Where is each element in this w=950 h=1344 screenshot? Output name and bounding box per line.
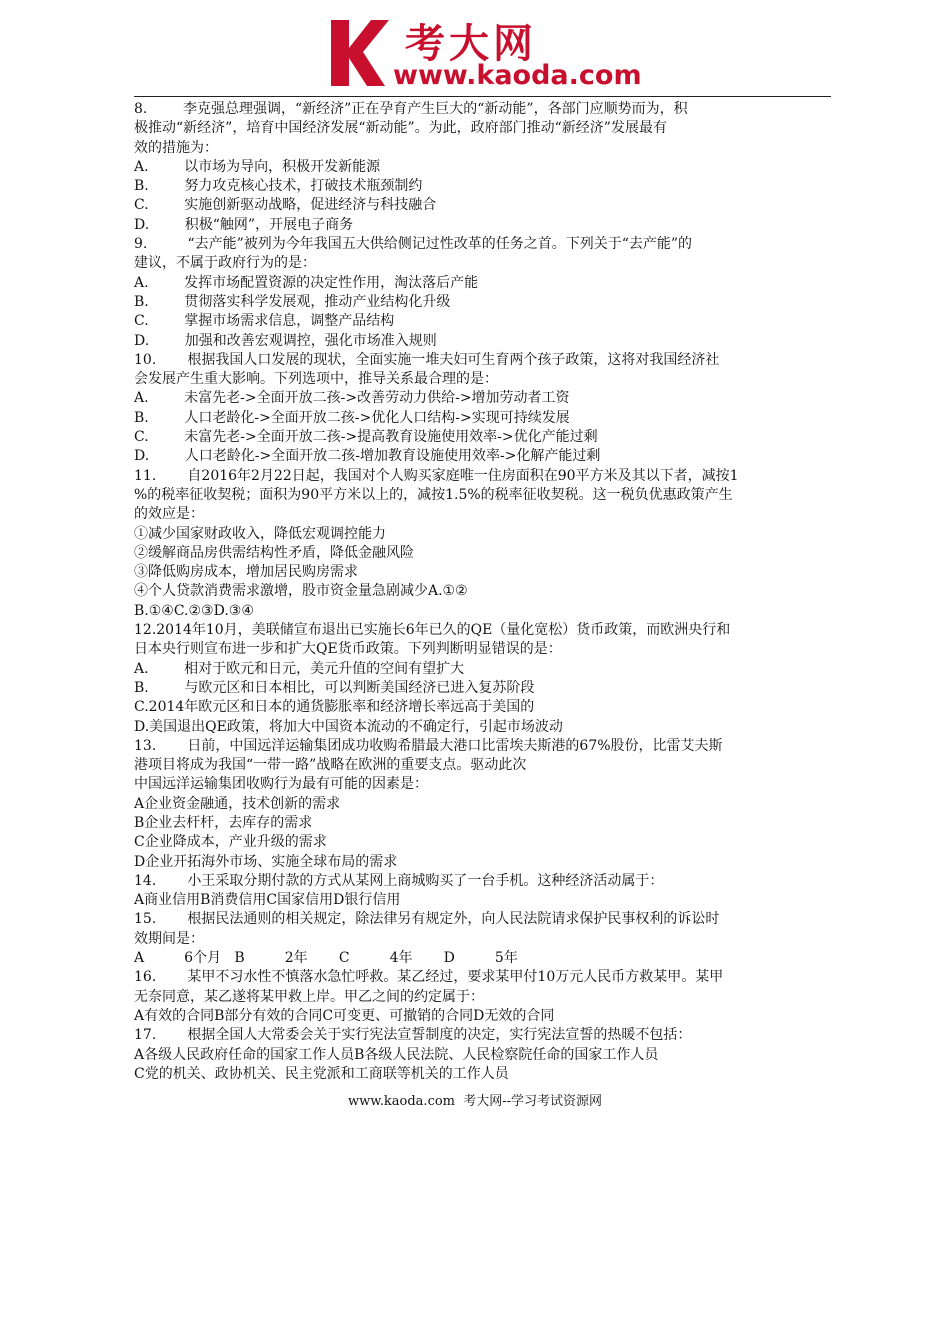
text-line: 建议，不属于政府行为的是： [134, 255, 316, 272]
text-line: C. 未富先老->全面开放二孩->提高教育设施使用效率->优化产能过剩 [134, 429, 598, 446]
header-rule [134, 96, 831, 97]
text-line: ④个人贷款消费需求激增，股市资金量急剧减少A.①② [134, 583, 468, 600]
text-line: C. 掌握市场需求信息，调整产品结构 [134, 313, 395, 330]
text-line: 13. 日前，中国远洋运输集团成功收购希腊最大港口比雷埃夫斯港的67%股份，比雷艾夫斯 [134, 737, 723, 754]
text-line: A商业信用B消费信用C国家信用D银行信用 [134, 892, 401, 909]
text-line: D. 积极“触网”，开展电子商务 [134, 216, 354, 233]
text-line: 16. 某甲不习水性不慎落水急忙呼救。某乙经过，要求某甲付10万元人民币方救某甲。某甲 [134, 969, 724, 986]
text-line: A. 未富先老->全面开放二孩->改善劳动力供给->增加劳动者工资 [134, 390, 570, 407]
text-line: A. 相对于欧元和日元，美元升值的空间有望扩大 [134, 660, 465, 677]
text-line: ②缓解商品房供需结构性矛盾，降低金融风险 [134, 544, 414, 561]
text-line: ①减少国家财政收入，降低宏观调控能力 [134, 525, 386, 542]
text-line: 9. “去产能”被列为今年我国五大供给侧记过性改革的任务之首。下列关于“去产能”的 [134, 236, 693, 253]
text-line: 14. 小王采取分期付款的方式从某网上商城购买了一台手机。这种经济活动属于： [134, 872, 664, 889]
text-line: D. 加强和改善宏观调控，强化市场准入规则 [134, 332, 437, 349]
logo-title: 考大网 [405, 21, 537, 67]
text-line: 港项目将成为我国“一带一路”战略在欧洲的重要支点。驱动此次 [134, 757, 527, 774]
text-line: B. 努力攻克核心技术，打破技术瓶颈制约 [134, 178, 423, 195]
text-line: D.美国退出QE政策，将加大中国资本流动的不确定行，引起市场波动 [134, 718, 563, 735]
logo-url: www.kaoda.com [393, 60, 642, 91]
k-logo-icon [327, 14, 389, 90]
text-line: 15. 根据民法通则的相关规定，除法律另有规定外，向人民法院请求保护民事权利的诉讼时 [134, 911, 720, 928]
text-line: 效期间是： [134, 930, 204, 947]
text-line: 极推动“新经济”，培育中国经济发展“新动能”。为此，政府部门推动“新经济”发展最有 [134, 120, 667, 137]
text-line: B.①④C.②③D.③④ [134, 602, 254, 619]
text-line: 中国远洋运输集团收购行为最有可能的因素是： [134, 776, 428, 793]
text-line: 11. 自2016年2月22日起，我国对个人购买家庭唯一住房面积在90平方米及其以下者，减按1 [134, 467, 739, 484]
text-line: A企业资金融通，技术创新的需求 [134, 795, 341, 812]
text-line: A 6个月 B 2年 C 4年 D 5年 [134, 950, 518, 967]
text-line: C. 实施创新驱动战略，促进经济与科技融合 [134, 197, 437, 214]
text-line: D. 人口老龄化->全面开放二孩-增加教育设施使用效率->化解产能过剩 [134, 448, 601, 465]
text-line: B. 贯彻落实科学发展观，推动产业结构化升级 [134, 293, 451, 310]
text-line: 8. 李克强总理强调，“新经济”正在孕育产生巨大的“新动能”，各部门应顺势而为，积 [134, 101, 688, 117]
text-line: C.2014年欧元区和日本的通货膨胀率和经济增长率远高于美国的 [134, 699, 535, 716]
text-line: 17. 根据全国人大常委会关于实行宪法宣誓制度的决定，实行宪法宣誓的热暖不包括： [134, 1027, 692, 1044]
text-line: 效的措施为： [134, 139, 218, 156]
page-footer: www.kaoda.com 考大网--学习考试资源网 [347, 1094, 603, 1109]
question-text [134, 100, 831, 1084]
text-line: B. 人口老龄化->全面开放二孩->优化人口结构->实现可持续发展 [134, 409, 570, 426]
text-line: 无奈同意，某乙遂将某甲救上岸。甲乙之间的约定属于： [134, 988, 484, 1005]
text-line: C企业降成本，产业升级的需求 [134, 834, 327, 851]
text-line: A. 发挥市场配置资源的决定性作用，淘汰落后产能 [134, 274, 479, 291]
text-line: C党的机关、政协机关、民主党派和工商联等机关的工作人员 [134, 1065, 509, 1082]
text-line: A有效的合同B部分有效的合同C可变更、可撤销的合同D无效的合同 [134, 1007, 555, 1024]
text-line: ③降低购房成本，增加居民购房需求 [134, 564, 358, 581]
text-line: B. 与欧元区和日本相比，可以判断美国经济已进入复苏阶段 [134, 679, 535, 696]
text-line: D企业开拓海外市场、实施全球布局的需求 [134, 853, 398, 870]
text-line: 的效应是： [134, 506, 204, 523]
text-line: 会发展产生重大影响。下列选项中，推导关系最合理的是： [134, 371, 498, 388]
text-line: A. 以市场为导向，积极开发新能源 [134, 158, 381, 175]
text-line: %的税率征收契税；面积为90平方米以上的，减按1.5%的税率征收契税。这一税负优惠政策产生 [134, 486, 733, 503]
text-line: A各级人民政府任命的国家工作人员B各级人民法院、人民检察院任命的国家工作人员 [134, 1046, 659, 1063]
text-line: 10. 根据我国人口发展的现状，全面实施一堆夫妇可生育两个孩子政策，这将对我国经济社 [134, 351, 720, 368]
kaoda-logo [327, 12, 647, 92]
text-line: 日本央行则宣布进一步和扩大QE货币政策。下列判断明显错误的是： [134, 641, 562, 658]
text-line: B企业去杆杆，去库存的需求 [134, 814, 313, 831]
text-line: 12.2014年10月，美联储宣布退出已实施长6年已久的QE（量化宽松）货币政策，而欧洲央行和 [134, 622, 731, 639]
